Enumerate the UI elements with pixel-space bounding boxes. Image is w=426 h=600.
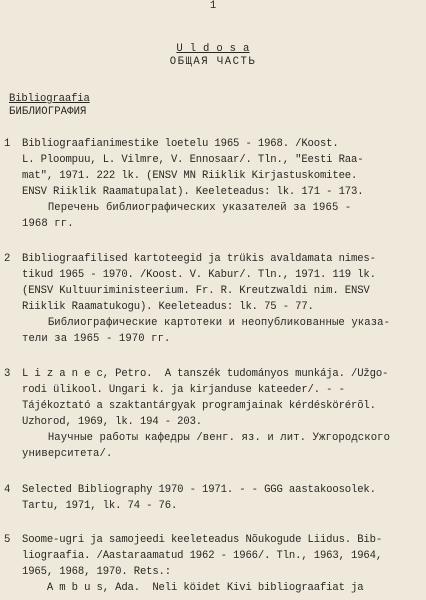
entry-number: 3 [4, 368, 11, 380]
entry-line: тели за 1965 - 1970 гг. [22, 333, 171, 345]
entry-line: L i z a n e c, Petro. A tanszék tudományos munkája. /Užgo- [22, 368, 389, 380]
entry-line: liograafia. /Aastaraamatud 1962 - 1966/. Tln., 1963, 1964, [22, 550, 383, 562]
entry-number: 2 [4, 253, 11, 265]
page-number: 1 [209, 0, 217, 12]
entry-number: 5 [4, 534, 11, 546]
heading-russian: ОБЩАЯ ЧАСТЬ [169, 56, 257, 68]
entry-line: Tartu, 1971, lk. 74 - 76. [22, 500, 178, 512]
entry-line: Selected Bibliography 1970 - 1971. - - GGG aastakoosolek. [22, 484, 376, 496]
entry-line: Uzhorod, 1969, lk. 194 - 203. [22, 416, 203, 428]
entry-line: Перечень библиографических указателей за 1965 - [22, 202, 352, 214]
entry-line: Bibliograafilised kartoteegid ja trükis avaldamata nimes- [22, 253, 376, 265]
entry-line: A m b u s, Ada. Neli köidet Kivi bibliograafiat ja [22, 582, 364, 594]
section-title-russian: БИБЛИОГРАФИЯ [9, 106, 87, 118]
entry-number: 4 [4, 484, 11, 496]
entry-line: Tájékoztató a szaktantárgyak programjainak kérdéskörérõl. [22, 400, 376, 412]
heading-estonian: U l d o s a [176, 43, 250, 55]
entry-line: Soome-ugri ja samojeedi keeleteadus Nõukogude Liidus. Bib- [22, 534, 383, 546]
entry-line: ENSV Riiklik Raamatupalat). Keeleteadus: lk. 171 - 173. [22, 186, 364, 198]
entry-line: Научные работы кафедры /венг. яз. и лит. Ужгородского [22, 432, 391, 444]
entry-line: университета/. [22, 448, 113, 460]
entry-line: 1965, 1968, 1970. Rets.: [22, 566, 171, 578]
entry-line: mat", 1971. 222 lk. (ENSV MN Riiklik Kirjastuskomitee. [22, 170, 358, 182]
entry-number: 1 [4, 138, 11, 150]
entry-line: Riiklik Raamatukogu). Keeleteadus: lk. 75 - 77. [22, 301, 314, 313]
entry-line: Библиографические картотеки и неопубликованные указа- [22, 317, 391, 329]
entry-line: rodi ülikool. Ungari k. ja kirjanduse kateeder/. - - [22, 384, 345, 396]
entry-line: Bibliograafianimestike loetelu 1965 - 1968. /Koost. [22, 138, 339, 150]
section-title-estonian: Bibliograafia [9, 93, 90, 105]
entry-line: L. Ploompuu, L. Vilmre, V. Ennosaar/. Tln., "Eesti Raa- [22, 154, 364, 166]
entry-line: (ENSV Kultuuriministeerium. Fr. R. Kreutzwaldi nim. ENSV [22, 285, 370, 297]
entry-line: tikud 1965 - 1970. /Koost. V. Kabur/. Tln., 1971. 119 lk. [22, 269, 376, 281]
entry-line: 1968 гг. [22, 218, 74, 230]
